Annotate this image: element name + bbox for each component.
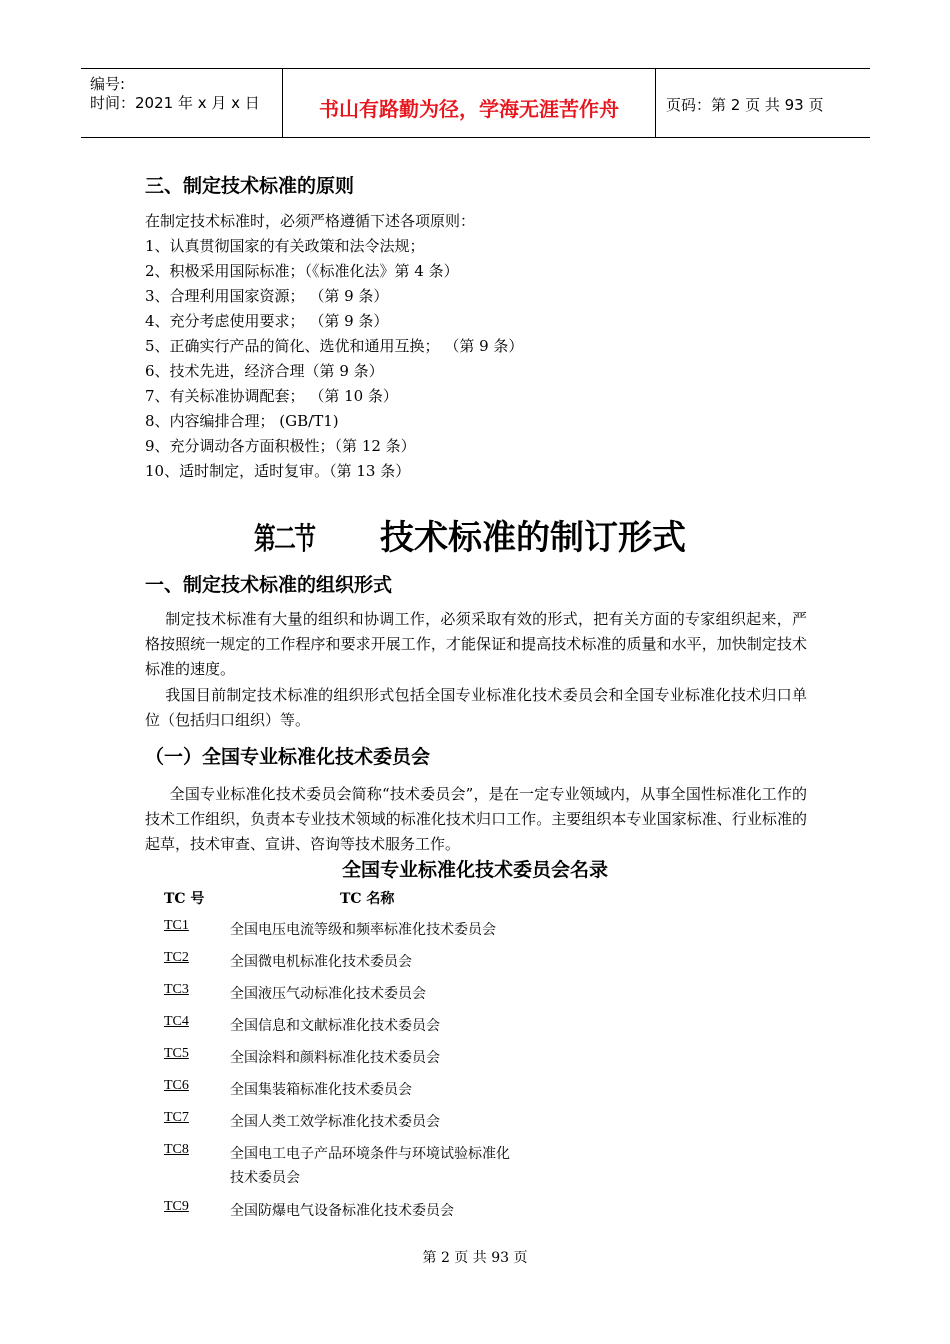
principle-item: 7、有关标准协调配套； （第 10 条） <box>145 387 398 405</box>
principle-item: 3、合理利用国家资源； （第 9 条） <box>145 287 389 305</box>
page-footer: 第 2 页 共 93 页 <box>422 1250 528 1266</box>
tc-name: 全国防爆电气设备标准化技术委员会 <box>230 1203 454 1219</box>
section-title: 技术标准的制订形式 <box>380 518 686 558</box>
principle-item: 9、充分调动各方面积极性；（第 12 条） <box>145 437 416 455</box>
principle-item: 10、适时制定，适时复审。（第 13 条） <box>145 462 411 480</box>
principles-intro: 在制定技术标准时，必须严格遵循下述各项原则： <box>145 212 476 230</box>
tc-code-column-header: TC 号 <box>164 891 205 907</box>
principle-item: 6、技术先进，经济合理（第 9 条） <box>145 362 384 380</box>
principle-item: 8、内容编排合理； (GB/T1) <box>145 412 339 430</box>
tc-name: 全国电工电子产品环境条件与环境试验标准化技术委员会 <box>230 1146 510 1186</box>
tc-name: 全国人类工效学标准化技术委员会 <box>230 1114 440 1130</box>
tc-code-link[interactable]: TC2 <box>164 950 189 965</box>
document-number-label: 编号: <box>90 75 126 93</box>
principle-item: 5、正确实行产品的简化、选优和通用互换； （第 9 条） <box>145 337 524 355</box>
tc-name-column-header: TC 名称 <box>340 891 395 907</box>
tc-code-link[interactable]: TC5 <box>164 1046 189 1061</box>
section-label: 第二节 <box>254 522 315 557</box>
tc-name: 全国电压电流等级和频率标准化技术委员会 <box>230 922 496 938</box>
tc-code-link[interactable]: TC3 <box>164 982 189 997</box>
org-forms-paragraph-2: 我国目前制定技术标准的组织形式包括全国专业标准化技术委员会和全国专业标准化技术归口单位（包括归口组织）等。 <box>145 686 807 729</box>
tc-code-link[interactable]: TC8 <box>164 1142 189 1157</box>
committee-heading: （一）全国专业标准化技术委员会 <box>145 746 431 768</box>
document-date-label: 时间：2021 年 x 月 x 日 <box>90 94 260 112</box>
tc-name: 全国集装箱标准化技术委员会 <box>230 1082 412 1098</box>
principle-item: 1、认真贯彻国家的有关政策和法令法规； <box>145 237 425 255</box>
tc-list-title: 全国专业标准化技术委员会名录 <box>341 859 608 881</box>
principles-heading: 三、制定技术标准的原则 <box>145 175 355 197</box>
principle-item: 2、积极采用国际标准；（《标准化法》第 4 条） <box>145 262 459 280</box>
principle-item: 4、充分考虑使用要求； （第 9 条） <box>145 312 389 330</box>
header-page-number: 页码：第 2 页 共 93 页 <box>666 96 824 114</box>
tc-name: 全国微电机标准化技术委员会 <box>230 954 412 970</box>
header-motto-cell <box>283 69 656 137</box>
committee-paragraph: 全国专业标准化技术委员会简称“技术委员会”，是在一定专业领域内，从事全国性标准化工作的技术工作组织，负责本专业技术领域的标准化技术归口工作。主要组织本专业国家标准、行业标准的起草，技术审查、宣讲、咨询等技术服务工作。 <box>145 785 807 853</box>
tc-name: 全国液压气动标准化技术委员会 <box>230 986 426 1002</box>
tc-name: 全国涂料和颜料标准化技术委员会 <box>230 1050 440 1066</box>
page-header <box>81 68 870 138</box>
header-motto: 书山有路勤为径，学海无涯苦作舟 <box>319 97 619 121</box>
header-info-cell <box>81 69 283 137</box>
tc-code-link[interactable]: TC9 <box>164 1199 189 1214</box>
header-page-cell <box>656 69 870 137</box>
tc-code-link[interactable]: TC1 <box>164 918 189 933</box>
tc-name: 全国信息和文献标准化技术委员会 <box>230 1018 440 1034</box>
section-heading <box>0 510 950 560</box>
tc-code-link[interactable]: TC7 <box>164 1110 189 1125</box>
org-forms-heading: 一、制定技术标准的组织形式 <box>145 574 393 596</box>
tc-code-link[interactable]: TC6 <box>164 1078 189 1093</box>
org-forms-paragraph-1: 制定技术标准有大量的组织和协调工作，必须采取有效的形式，把有关方面的专家组织起来，严格按照统一规定的工作程序和要求开展工作，才能保证和提高技术标准的质量和水平，加快制定技术标准的速度。 <box>145 610 807 678</box>
tc-code-link[interactable]: TC4 <box>164 1014 189 1029</box>
